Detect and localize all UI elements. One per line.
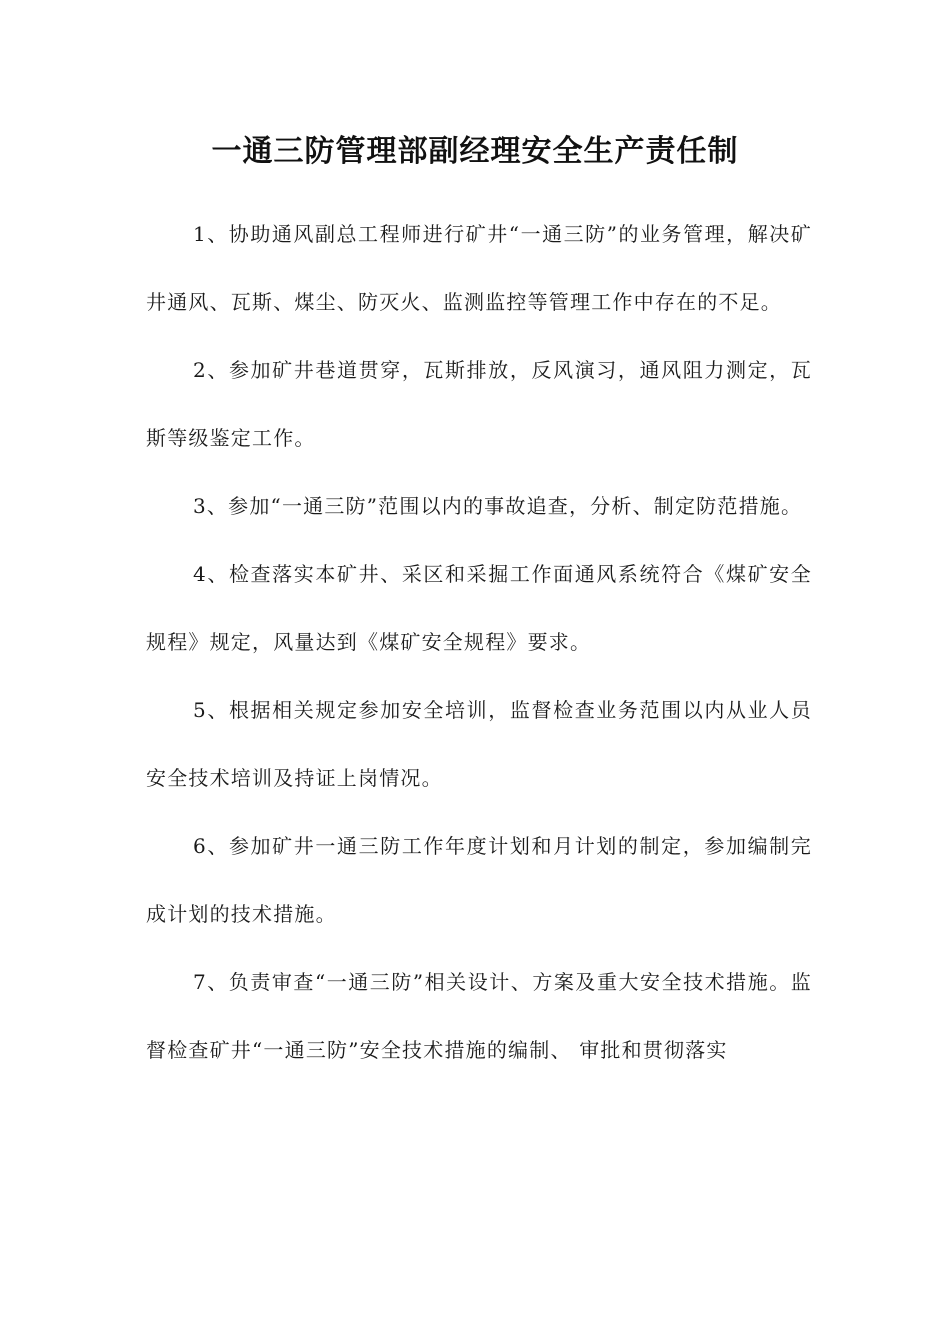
paragraph-1: 1、协助通风副总工程师进行矿井“一通三防”的业务管理，解决矿井通风、瓦斯、煤尘、防灭火、监测监控等管理工作中存在的不足。 [146, 222, 812, 314]
paragraph-5: 5、根据相关规定参加安全培训，监督检查业务范围以内从业人员安全技术培训及持证上岗情况。 [146, 698, 812, 790]
document-body [146, 200, 812, 1084]
paragraph-2: 2、参加矿井巷道贯穿，瓦斯排放，反风演习，通风阻力测定，瓦斯等级鉴定工作。 [146, 358, 812, 450]
paragraph-7: 7、负责审查“一通三防”相关设计、方案及重大安全技术措施。监督检查矿井“一通三防”安全技术措施的编制、 审批和贯彻落实 [146, 970, 812, 1062]
paragraph-3: 3、参加“一通三防”范围以内的事故追查，分析、制定防范措施。 [193, 494, 803, 518]
paragraph-4: 4、检查落实本矿井、采区和采掘工作面通风系统符合《煤矿安全规程》规定，风量达到《煤矿安全规程》要求。 [146, 562, 812, 654]
document-title: 一通三防管理部副经理安全生产责任制 [211, 134, 739, 169]
paragraph-6: 6、参加矿井一通三防工作年度计划和月计划的制定，参加编制完成计划的技术措施。 [146, 834, 812, 926]
